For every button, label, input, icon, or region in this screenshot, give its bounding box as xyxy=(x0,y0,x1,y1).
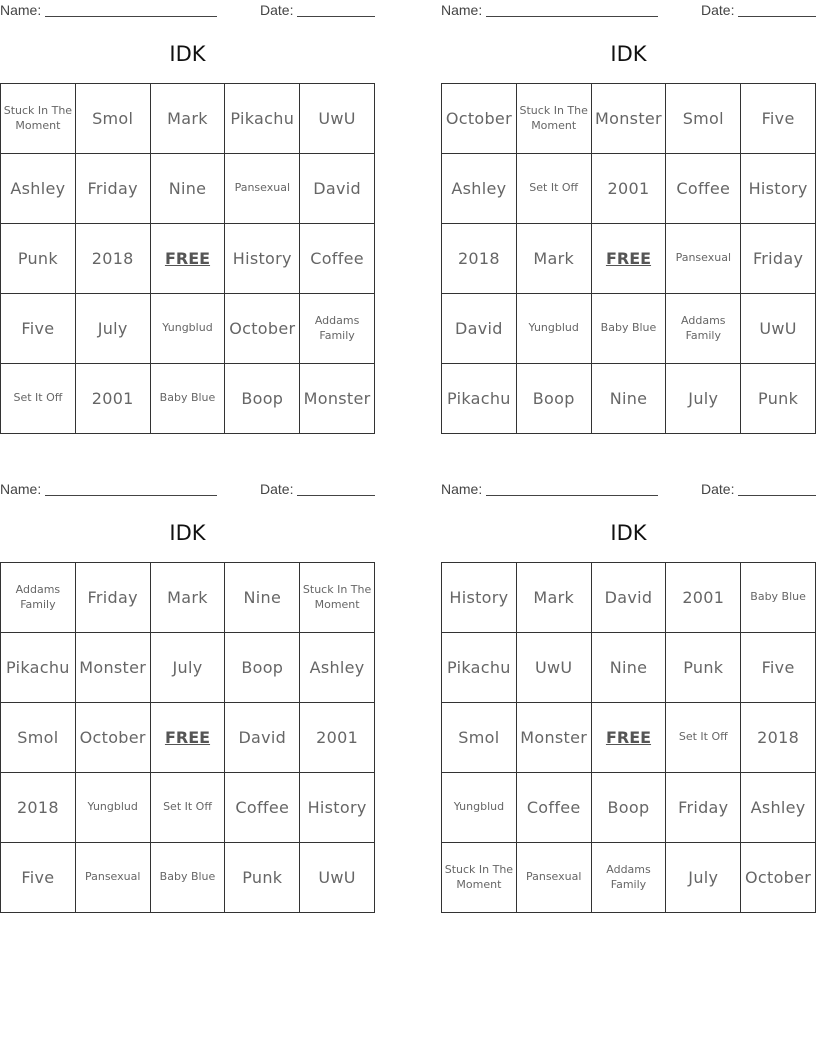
bingo-cell: Set It Off xyxy=(517,154,592,224)
card-title: IDK xyxy=(169,42,206,66)
bingo-cell: David xyxy=(300,154,375,224)
card-header xyxy=(0,479,375,501)
bingo-cell: July xyxy=(76,294,151,364)
bingo-grid xyxy=(441,562,816,913)
name-label: Name: xyxy=(0,2,42,18)
date-blank-line xyxy=(738,16,816,17)
date-label: Date: xyxy=(701,481,735,497)
bingo-cell: Monster xyxy=(76,633,151,703)
bingo-cell: July xyxy=(666,364,741,434)
bingo-cell: Baby Blue xyxy=(592,294,667,364)
bingo-cell: Set It Off xyxy=(1,364,76,434)
bingo-cell: Baby Blue xyxy=(151,364,226,434)
bingo-cell: 2001 xyxy=(76,364,151,434)
card-header xyxy=(441,479,816,501)
card-header xyxy=(441,0,816,22)
bingo-cell: Monster xyxy=(517,703,592,773)
bingo-cell: Yungblud xyxy=(151,294,226,364)
bingo-cell: Punk xyxy=(666,633,741,703)
bingo-cell: Ashley xyxy=(1,154,76,224)
bingo-cell: David xyxy=(442,294,517,364)
bingo-cell: Pikachu xyxy=(1,633,76,703)
bingo-grid xyxy=(441,83,816,434)
bingo-cell: Addams Family xyxy=(666,294,741,364)
bingo-cell: Pansexual xyxy=(666,224,741,294)
bingo-cell: UwU xyxy=(300,84,375,154)
bingo-cell: Boop xyxy=(517,364,592,434)
bingo-cell: Nine xyxy=(592,633,667,703)
name-blank-line xyxy=(486,16,658,17)
bingo-cell: 2001 xyxy=(300,703,375,773)
bingo-cell: Smol xyxy=(76,84,151,154)
bingo-cell: Mark xyxy=(151,84,226,154)
bingo-cell: Pansexual xyxy=(517,843,592,913)
bingo-cell: Set It Off xyxy=(666,703,741,773)
bingo-cell: Stuck In The Moment xyxy=(517,84,592,154)
free-space-cell: FREE xyxy=(151,703,226,773)
bingo-card-2 xyxy=(441,0,816,408)
bingo-card-3 xyxy=(0,479,375,887)
bingo-cell: Yungblud xyxy=(76,773,151,843)
bingo-cell: Addams Family xyxy=(592,843,667,913)
name-label: Name: xyxy=(441,2,483,18)
bingo-cell: Five xyxy=(741,84,816,154)
bingo-cell: October xyxy=(76,703,151,773)
bingo-cell: Ashley xyxy=(741,773,816,843)
bingo-cell: Mark xyxy=(517,563,592,633)
bingo-cell: Nine xyxy=(151,154,226,224)
card-title: IDK xyxy=(610,521,647,545)
name-label: Name: xyxy=(441,481,483,497)
bingo-cell: History xyxy=(741,154,816,224)
bingo-cell: Coffee xyxy=(225,773,300,843)
bingo-cell: July xyxy=(666,843,741,913)
bingo-cell: Ashley xyxy=(300,633,375,703)
bingo-cell: Coffee xyxy=(517,773,592,843)
bingo-cell: David xyxy=(225,703,300,773)
name-label: Name: xyxy=(0,481,42,497)
bingo-cell: Punk xyxy=(225,843,300,913)
bingo-cell: Monster xyxy=(300,364,375,434)
bingo-cell: Friday xyxy=(76,154,151,224)
bingo-cell: 2018 xyxy=(76,224,151,294)
bingo-cell: Boop xyxy=(592,773,667,843)
bingo-grid xyxy=(0,83,375,434)
bingo-cell: 2018 xyxy=(741,703,816,773)
bingo-cell: Mark xyxy=(151,563,226,633)
bingo-cell: Yungblud xyxy=(442,773,517,843)
date-label: Date: xyxy=(701,2,735,18)
card-title: IDK xyxy=(610,42,647,66)
date-label: Date: xyxy=(260,481,294,497)
bingo-cell: Five xyxy=(741,633,816,703)
bingo-card-1 xyxy=(0,0,375,408)
bingo-cell: Pikachu xyxy=(442,364,517,434)
bingo-cell: Stuck In The Moment xyxy=(300,563,375,633)
bingo-cell: Nine xyxy=(225,563,300,633)
bingo-cell: Stuck In The Moment xyxy=(1,84,76,154)
bingo-cell: 2018 xyxy=(442,224,517,294)
bingo-cell: Coffee xyxy=(300,224,375,294)
bingo-cell: Boop xyxy=(225,633,300,703)
bingo-cell: Boop xyxy=(225,364,300,434)
bingo-cell: Pikachu xyxy=(225,84,300,154)
name-blank-line xyxy=(45,16,217,17)
bingo-cell: Addams Family xyxy=(1,563,76,633)
date-blank-line xyxy=(297,495,375,496)
bingo-cell: Five xyxy=(1,843,76,913)
bingo-cell: Mark xyxy=(517,224,592,294)
bingo-cell: Punk xyxy=(741,364,816,434)
bingo-cell: UwU xyxy=(300,843,375,913)
free-space-cell: FREE xyxy=(151,224,226,294)
bingo-cell: History xyxy=(300,773,375,843)
bingo-cell: UwU xyxy=(517,633,592,703)
bingo-cell: Baby Blue xyxy=(151,843,226,913)
bingo-cell: Pikachu xyxy=(442,633,517,703)
date-blank-line xyxy=(297,16,375,17)
bingo-cell: 2001 xyxy=(592,154,667,224)
bingo-cell: October xyxy=(225,294,300,364)
bingo-cell: Smol xyxy=(666,84,741,154)
bingo-cell: Five xyxy=(1,294,76,364)
bingo-cell: July xyxy=(151,633,226,703)
card-title: IDK xyxy=(169,521,206,545)
bingo-cell: October xyxy=(442,84,517,154)
bingo-cell: Friday xyxy=(741,224,816,294)
bingo-cell: Baby Blue xyxy=(741,563,816,633)
name-blank-line xyxy=(45,495,217,496)
bingo-cell: Nine xyxy=(592,364,667,434)
bingo-cell: Smol xyxy=(442,703,517,773)
bingo-cell: 2001 xyxy=(666,563,741,633)
name-blank-line xyxy=(486,495,658,496)
free-space-cell: FREE xyxy=(592,224,667,294)
bingo-cell: Addams Family xyxy=(300,294,375,364)
bingo-cell: October xyxy=(741,843,816,913)
bingo-cell: Ashley xyxy=(442,154,517,224)
bingo-cell: Pansexual xyxy=(225,154,300,224)
bingo-cell: Monster xyxy=(592,84,667,154)
bingo-cell: Set It Off xyxy=(151,773,226,843)
date-blank-line xyxy=(738,495,816,496)
bingo-card-4 xyxy=(441,479,816,891)
bingo-cell: Punk xyxy=(1,224,76,294)
bingo-cell: UwU xyxy=(741,294,816,364)
bingo-cell: History xyxy=(225,224,300,294)
date-label: Date: xyxy=(260,2,294,18)
bingo-cell: Friday xyxy=(76,563,151,633)
bingo-cell: David xyxy=(592,563,667,633)
bingo-cell: Friday xyxy=(666,773,741,843)
bingo-cell: Smol xyxy=(1,703,76,773)
bingo-cell: Pansexual xyxy=(76,843,151,913)
bingo-cell: History xyxy=(442,563,517,633)
free-space-cell: FREE xyxy=(592,703,667,773)
card-header xyxy=(0,0,375,22)
bingo-cell: 2018 xyxy=(1,773,76,843)
bingo-grid xyxy=(0,562,375,913)
bingo-cell: Coffee xyxy=(666,154,741,224)
bingo-cell: Yungblud xyxy=(517,294,592,364)
bingo-cell: Stuck In The Moment xyxy=(442,843,517,913)
